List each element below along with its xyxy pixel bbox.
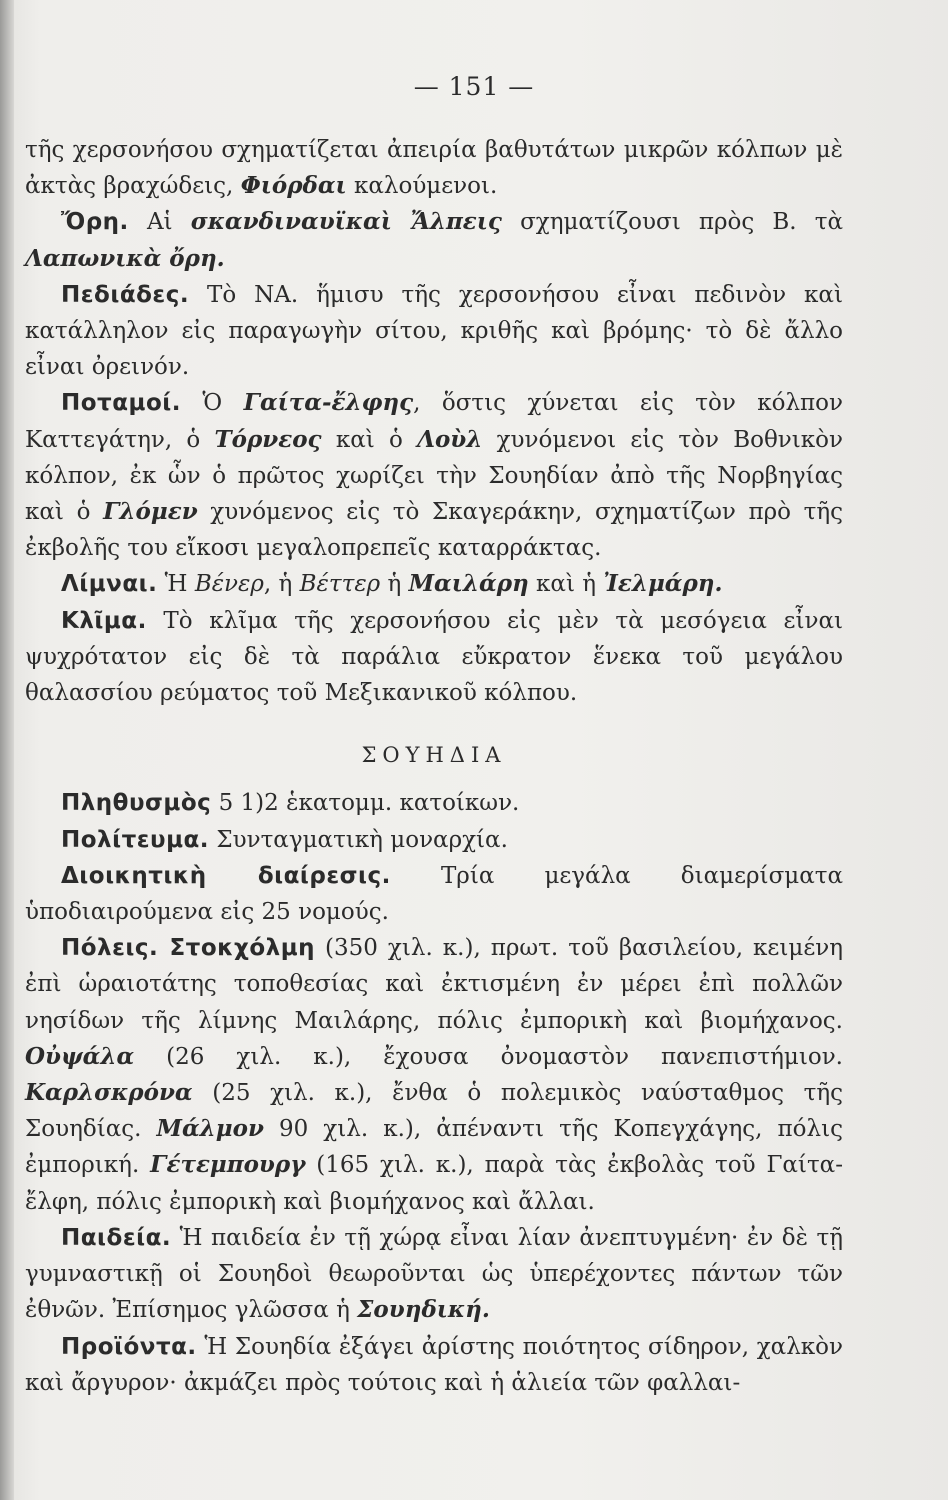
- term-stockholm: Στοκχόλμη: [158, 935, 315, 962]
- term-river: Γλόμεν: [103, 498, 198, 526]
- heading-education: Παιδεία.: [61, 1224, 172, 1251]
- paragraph-population: [25, 785, 843, 821]
- text: Ὁ: [180, 390, 244, 417]
- page-number: — 151 —: [413, 72, 535, 101]
- text: Συνταγματικὴ μοναρχία.: [209, 826, 508, 853]
- text: τῆς χερσονήσου σχηματίζεται ἀπειρία βαθυτάτων μικρῶν κόλπων μὲ ἀκτὰς βραχώδεις,: [25, 137, 843, 200]
- text: χυνόμενος εἰς τὸ Σκαγεράκην, σχηματίζων πρὸ τῆς ἐκβολῆς του εἴκοσι μεγαλοπρεπεῖς καταρράκτας.: [25, 499, 843, 562]
- text: (25 χιλ. κ.), ἔνθα ὁ πολεμικὸς ναύσταθμος τῆς Σουηδίας.: [25, 1080, 843, 1143]
- text: Ἡ Σουηδία ἐξάγει ἀρίστης ποιότητος σίδηρον, χαλκὸν καὶ ἄργυρον· ἀκμάζει πρὸς τούτοις καὶ ἡ ἁλιεία τῶν φαλλαι-: [25, 1333, 843, 1396]
- text: ἡ: [380, 571, 409, 598]
- heading-cities: Πόλεις.: [61, 935, 159, 962]
- paragraph-cities: [25, 930, 843, 1220]
- heading-lakes: Λίμναι.: [61, 571, 158, 598]
- term-city: Οὐψάλα: [25, 1042, 135, 1070]
- term-city: Μάλμον: [156, 1115, 264, 1143]
- term-lake: Ἰελμάρη.: [603, 570, 723, 598]
- term-city: Καρλσκρόνα: [25, 1079, 193, 1107]
- heading-plains: Πεδιάδες.: [61, 281, 190, 308]
- heading-climate: Κλῖμα.: [61, 607, 147, 634]
- heading-mountains: Ὄρη.: [61, 209, 129, 236]
- text: καὶ ἡ: [528, 571, 604, 598]
- heading-administration: Διοικητικὴ διαίρεσις.: [61, 862, 391, 889]
- paragraph-mountains: [25, 204, 843, 276]
- paragraph-climate: [25, 603, 843, 712]
- text: Ἡ παιδεία ἐν τῇ χώρᾳ εἶναι λίαν ἀνεπτυγμένη· ἐν δὲ τῇ γυμναστικῇ οἱ Σουηδοὶ θεωροῦνται ὡς ὑπερέχοντες πάντων τῶν ἐθνῶν. Ἐπίσημος γλῶσσα ἡ: [25, 1224, 843, 1324]
- paragraph-products: [25, 1329, 843, 1401]
- term-river: Λοὺλ: [417, 425, 483, 453]
- paragraph-administration: [25, 858, 843, 930]
- text: σχηματίζουσι πρὸς Β. τὰ: [501, 209, 844, 236]
- text: , ὅστις χύνεται εἰς τὸν κόλπον Καττεγάτην, ὁ: [25, 390, 843, 453]
- text: Τὸ κλῖμα τῆς χερσονήσου εἰς μὲν τὰ μεσόγεια εἶναι ψυχρότατον εἰς δὲ τὰ παράλια εὔκρατον ἕνεκα τοῦ μεγάλου θαλασσίου ρεύματος τοῦ Μεξικανικοῦ κόλπου.: [25, 607, 843, 707]
- term-river: Τόρνεος: [214, 425, 322, 453]
- text: Ἡ: [157, 571, 195, 598]
- term-lake: Βένερ: [194, 571, 264, 598]
- text: χυνόμενοι εἰς τὸν Βοθνικὸν κόλπον, ἐκ ὧν ὁ πρῶτος χωρίζει τὴν Σουηδίαν ἀπὸ τῆς Νορβηγίας καὶ ὁ: [25, 426, 844, 526]
- paragraph-lakes: [25, 566, 843, 602]
- page-binding-shadow: [0, 0, 14, 1500]
- paragraph-plains: [25, 277, 843, 386]
- term-lake: Μαιλάρη: [408, 570, 529, 598]
- text: καλούμενοι.: [346, 173, 498, 200]
- section-title: ΣΟΥΗΔΙΑ: [361, 743, 507, 768]
- paragraph-fiords: [25, 132, 843, 204]
- text: Τρία μεγάλα διαμερίσματα ὑποδιαιρούμενα εἰς 25 νομούς.: [25, 862, 843, 926]
- heading-products: Προϊόντα.: [61, 1333, 197, 1360]
- text: (350 χιλ. κ.), πρωτ. τοῦ βασιλείου, κειμένη ἐπὶ ὡραιοτάτης τοποθεσίας καὶ ἐκτισμένη ἐν μέρει ἐπὶ πολλῶν νησίδων τῆς λίμνης Μαιλάρης, πόλις ἐμπορικὴ καὶ βιομήχανος.: [25, 935, 843, 1034]
- text: , ἡ: [263, 571, 300, 598]
- term-city: Γέτεμπουργ: [150, 1151, 306, 1179]
- heading-rivers: Ποταμοί.: [61, 390, 181, 417]
- page-body: [25, 132, 843, 1401]
- heading-government: Πολίτευμα.: [61, 826, 210, 853]
- term-language: Σουηδική.: [357, 1296, 490, 1324]
- text: (26 χιλ. κ.), ἔχουσα ὀνομαστὸν πανεπιστήμιον.: [134, 1043, 843, 1070]
- text: Αἱ: [128, 209, 191, 236]
- term-lake: Βέττερ: [299, 571, 381, 598]
- term-lapland: Λαπωνικὰ ὄρη.: [25, 244, 225, 272]
- text: καὶ ὁ: [321, 426, 418, 453]
- term-river: Γαίτα-ἔλφης: [243, 389, 414, 417]
- heading-population: Πληθυσμὸς: [61, 790, 212, 817]
- text: Τὸ ΝΑ. ἥμισυ τῆς χερσονήσου εἶναι πεδινὸν καὶ κατάλληλον εἰς παραγωγὴν σίτου, κριθῆς καὶ βρόμης· τὸ δὲ ἄλλο εἶναι ὀρεινόν.: [25, 281, 843, 381]
- term-fiordai: Φιόρδαι: [240, 172, 347, 200]
- text: (165 χιλ. κ.), παρὰ τὰς ἐκβολὰς τοῦ Γαίτα-ἔλφη, πόλις ἐμπορικὴ καὶ βιομήχανος καὶ ἄλλαι.: [25, 1152, 843, 1215]
- term-alps: σκανδιναυϊκαὶ Ἄλπεις: [190, 208, 502, 236]
- paragraph-government: [25, 822, 843, 858]
- paragraph-rivers: [25, 385, 843, 566]
- paragraph-education: [25, 1220, 843, 1329]
- text: 90 χιλ. κ.), ἀπέναντι τῆς Κοπεγχάγης, πόλις ἐμπορική.: [25, 1116, 843, 1179]
- text: 5 1)2 ἑκατομμ. κατοίκων.: [211, 790, 520, 817]
